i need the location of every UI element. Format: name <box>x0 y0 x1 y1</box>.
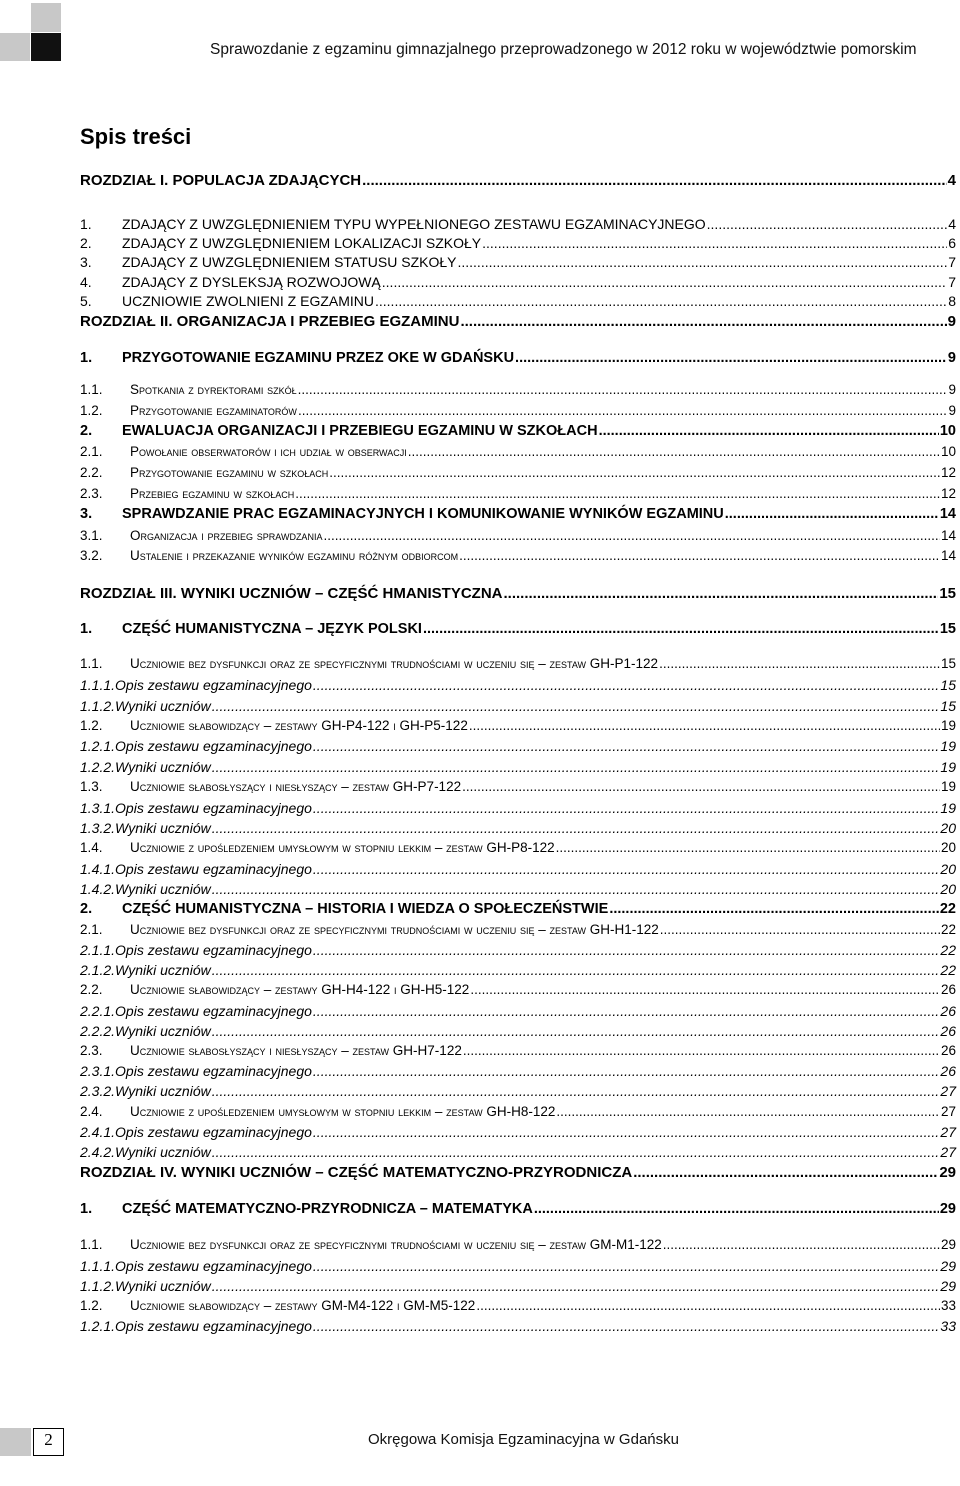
toc-entry-title: Uczniowie słabowidzący – zestawy GH-H4-122 i GH-H5-122 <box>130 982 470 997</box>
toc-entry-it[interactable] <box>80 1003 956 1019</box>
toc-entry-number: 2.2.2. <box>80 1023 116 1039</box>
toc-leader-dots <box>476 1298 940 1313</box>
toc-leader-dots <box>482 235 947 251</box>
toc-entry-title: ROZDZIAŁ III. WYNIKI UCZNIÓW – CZĘŚĆ HMANISTYCZNA <box>80 585 503 602</box>
toc-entry-page: 22 <box>939 901 956 917</box>
toc-entry-number: 2.3.2. <box>80 1083 116 1099</box>
toc-leader-dots <box>212 759 940 775</box>
toc-entry-number: 1.1.2. <box>80 1278 116 1294</box>
toc-entry-sub[interactable] <box>80 465 956 480</box>
toc-entry-title: Opis zestawu egzaminacyjnego <box>115 677 312 693</box>
toc-entry-title: Opis zestawu egzaminacyjnego <box>115 1063 312 1079</box>
toc-leader-dots <box>659 656 940 671</box>
toc-entry-title: Opis zestawu egzaminacyjnego <box>115 738 312 754</box>
toc-entry-number: 1.2. <box>80 718 103 733</box>
toc-leader-dots <box>212 698 940 714</box>
toc-entry-sub[interactable] <box>80 1237 956 1252</box>
toc-entry-number: 1.1.1. <box>80 677 116 693</box>
toc-entry-sec[interactable] <box>80 274 956 290</box>
toc-entry-title: Opis zestawu egzaminacyjnego <box>115 1003 312 1019</box>
header-title: Sprawozdanie z egzaminu gimnazjalnego przeprowadzonego w 2012 roku w województwie pomorskim <box>210 41 917 58</box>
toc-leader-dots <box>212 820 940 836</box>
toc-leader-dots <box>329 465 940 480</box>
toc-entry-number: 5. <box>80 293 92 309</box>
toc-leader-dots <box>515 350 947 366</box>
toc-entry-it[interactable] <box>80 820 956 836</box>
toc-entry-number: 2.3. <box>80 1043 103 1058</box>
toc-entry-title: CZĘŚĆ HUMANISTYCZNA – HISTORIA I WIEDZA O SPOŁECZEŃSTWIE <box>122 901 609 917</box>
toc-leader-dots <box>362 172 947 189</box>
toc-leader-dots <box>212 1144 940 1160</box>
toc-entry-number: 1.3.2. <box>80 820 116 836</box>
toc-entry-sub[interactable] <box>80 922 956 937</box>
toc-entry-number: 2.2. <box>80 982 103 997</box>
toc-leader-dots <box>313 1124 940 1140</box>
toc-entry-page: 26 <box>940 982 956 997</box>
toc-entry-chap[interactable] <box>80 313 956 330</box>
toc-entry-page: 29 <box>940 1278 956 1294</box>
toc-entry-number: 2.2. <box>80 465 103 480</box>
toc-leader-dots <box>459 548 940 563</box>
toc-entry-sub[interactable] <box>80 982 956 997</box>
toc-leader-dots <box>599 423 939 439</box>
toc-entry-it[interactable] <box>80 800 956 816</box>
toc-entry-number: 2.3.1. <box>80 1063 116 1079</box>
toc-entry-secb[interactable] <box>80 901 956 917</box>
toc-leader-dots <box>609 901 939 917</box>
toc-entry-title: CZĘŚĆ MATEMATYCZNO-PRZYRODNICZA – MATEMATYKA <box>122 1201 533 1217</box>
toc-entry-page: 33 <box>940 1318 956 1334</box>
toc-entry-title: Wyniki uczniów <box>115 1023 211 1039</box>
toc-entry-it[interactable] <box>80 1278 956 1294</box>
toc-entry-number: 2.1.1. <box>80 942 116 958</box>
toc-entry-number: 2. <box>80 423 93 439</box>
toc-leader-dots <box>725 506 939 522</box>
toc-entry-sec[interactable] <box>80 293 956 309</box>
toc-leader-dots <box>462 779 940 794</box>
toc-leader-dots <box>470 982 940 997</box>
toc-entry-page: 26 <box>940 1003 956 1019</box>
toc-entry-number: 1.4.2. <box>80 881 116 897</box>
toc-leader-dots <box>323 528 940 543</box>
toc-entry-number: 1.2.1. <box>80 738 116 754</box>
toc-entry-page: 10 <box>939 423 956 439</box>
toc-entry-page: 12 <box>940 465 956 480</box>
toc-entry-chap[interactable] <box>80 585 956 602</box>
toc-entry-page: 4 <box>948 216 956 232</box>
toc-entry-secb[interactable] <box>80 423 956 439</box>
toc-leader-dots <box>295 486 940 501</box>
toc-entry-title: Wyniki uczniów <box>115 881 211 897</box>
toc-entry-it[interactable] <box>80 1124 956 1140</box>
toc-entry-it[interactable] <box>80 881 956 897</box>
toc-entry-sub[interactable] <box>80 382 956 397</box>
toc-entry-title: ZDAJĄCY Z DYSLEKSJĄ ROZWOJOWĄ <box>122 274 381 290</box>
toc-entry-number: 3.1. <box>80 528 103 543</box>
toc-entry-title: Uczniowie z upośledzeniem umysłowym w stopniu lekkim – zestaw GH-P8-122 <box>130 840 555 855</box>
toc-entry-sub[interactable] <box>80 528 956 543</box>
toc-leader-dots <box>298 382 948 397</box>
toc-entry-page: 19 <box>940 779 956 794</box>
toc-entry-title: Opis zestawu egzaminacyjnego <box>115 1258 312 1274</box>
toc-entry-page: 22 <box>940 942 956 958</box>
toc-entry-page: 26 <box>940 1063 956 1079</box>
toc-entry-it[interactable] <box>80 942 956 958</box>
toc-entry-sub[interactable] <box>80 548 956 563</box>
toc-entry-it[interactable] <box>80 1023 956 1039</box>
toc-leader-dots <box>313 800 940 816</box>
toc-entry-sub[interactable] <box>80 718 956 733</box>
toc-entry-title: ROZDZIAŁ IV. WYNIKI UCZNIÓW – CZĘŚĆ MATEMATYCZNO-PRZYRODNICZA <box>80 1164 633 1181</box>
toc-entry-page: 14 <box>940 548 956 563</box>
toc-entry-page: 15 <box>940 656 956 671</box>
toc-entry-page: 19 <box>940 738 956 754</box>
toc-entry-it[interactable] <box>80 698 956 714</box>
toc-leader-dots <box>313 861 940 877</box>
toc-entry-page: 20 <box>940 820 956 836</box>
toc-entry-number: 1.3. <box>80 779 103 794</box>
toc-entry-number: 2. <box>80 901 93 917</box>
toc-entry-title: EWALUACJA ORGANIZACJI I PRZEBIEGU EGZAMINU W SZKOŁACH <box>122 423 598 439</box>
toc-entry-number: 1.4. <box>80 840 103 855</box>
toc-entry-number: 1. <box>80 621 93 637</box>
toc-entry-number: 3. <box>80 506 93 522</box>
toc-entry-number: 2.4.2. <box>80 1144 116 1160</box>
toc-entry-title: Uczniowie słabowidzący – zestawy GH-P4-122 i GH-P5-122 <box>130 718 468 733</box>
toc-entry-title: Opis zestawu egzaminacyjnego <box>115 1318 312 1334</box>
toc-entry-sub[interactable] <box>80 1298 956 1313</box>
toc-entry-number: 3.2. <box>80 548 103 563</box>
toc-leader-dots <box>313 1063 940 1079</box>
toc-entry-title: ROZDZIAŁ I. POPULACJA ZDAJĄCYCH <box>80 172 362 189</box>
toc-entry-page: 27 <box>940 1104 956 1119</box>
toc-entry-page: 7 <box>948 274 956 290</box>
toc-entry-title: Opis zestawu egzaminacyjnego <box>115 861 312 877</box>
toc-entry-number: 1.1. <box>80 656 103 671</box>
page-number: 2 <box>44 1430 53 1449</box>
toc-entry-title: Przygotowanie egzaminu w szkołach <box>130 465 329 480</box>
toc-leader-dots <box>212 962 940 978</box>
toc-entry-page: 20 <box>940 840 956 855</box>
toc-leader-dots <box>534 1201 939 1217</box>
toc-entry-title: Uczniowie słabosłyszący i niesłyszący – zestaw GH-H7-122 <box>130 1043 462 1058</box>
toc-entry-number: 2. <box>80 235 92 251</box>
toc-entry-title: Opis zestawu egzaminacyjnego <box>115 1124 312 1140</box>
toc-entry-number: 1.2.2. <box>80 759 116 775</box>
toc-entry-number: 1. <box>80 1201 93 1217</box>
toc-entry-sub[interactable] <box>80 779 956 794</box>
toc-entry-sec[interactable] <box>80 254 956 270</box>
toc-entry-number: 1.4.1. <box>80 861 116 877</box>
toc-entry-chap[interactable] <box>80 172 956 189</box>
toc-leader-dots <box>375 293 947 309</box>
toc-entry-page: 15 <box>940 698 956 714</box>
toc-entry-page: 9 <box>948 403 956 418</box>
toc-entry-page: 22 <box>940 962 956 978</box>
toc-entry-title: UCZNIOWIE ZWOLNIENI Z EGZAMINU <box>122 293 374 309</box>
toc-entry-page: 27 <box>940 1144 956 1160</box>
toc-leader-dots <box>707 216 948 232</box>
toc-entry-number: 1.1.2. <box>80 698 116 714</box>
toc-entry-page: 4 <box>947 172 956 189</box>
footer-logo-square <box>0 1428 31 1456</box>
toc-entry-number: 2.4. <box>80 1104 103 1119</box>
toc-entry-title: Wyniki uczniów <box>115 1083 211 1099</box>
toc-entry-page: 15 <box>939 621 956 637</box>
toc-entry-page: 20 <box>940 881 956 897</box>
toc-entry-title: Uczniowie z upośledzeniem umysłowym w stopniu lekkim – zestaw GH-H8-122 <box>130 1104 556 1119</box>
toc-leader-dots <box>556 1104 940 1119</box>
toc-entry-it[interactable] <box>80 1063 956 1079</box>
toc-leader-dots <box>313 942 940 958</box>
toc-leader-dots <box>212 1023 940 1039</box>
toc-entry-title: Organizacja i przebieg sprawdzania <box>130 528 323 543</box>
toc-leader-dots <box>212 1278 940 1294</box>
toc-entry-page: 9 <box>947 313 956 330</box>
toc-leader-dots <box>457 254 947 270</box>
toc-entry-secb[interactable] <box>80 350 956 366</box>
toc-entry-number: 1.2.1. <box>80 1318 116 1334</box>
toc-entry-title: Wyniki uczniów <box>115 1278 211 1294</box>
toc-entry-number: 3. <box>80 254 92 270</box>
toc-entry-page: 6 <box>948 235 956 251</box>
toc-entry-secb[interactable] <box>80 506 956 522</box>
toc-entry-sub[interactable] <box>80 840 956 855</box>
toc-entry-sub[interactable] <box>80 403 956 418</box>
toc-entry-number: 1.1.1. <box>80 1258 116 1274</box>
toc-entry-page: 9 <box>948 382 956 397</box>
toc-entry-title: Uczniowie bez dysfunkcji oraz ze specyficznymi trudnościami w uczeniu się – zestaw GM-M1-122 <box>130 1237 662 1252</box>
footer-institution: Okręgowa Komisja Egzaminacyjna w Gdańsku <box>368 1431 679 1448</box>
toc-leader-dots <box>212 881 940 897</box>
toc-entry-title: Uczniowie słabowidzący – zestawy GM-M4-122 i GM-M5-122 <box>130 1298 476 1313</box>
toc-entry-number: 1.3.1. <box>80 800 116 816</box>
toc-leader-dots <box>212 1083 940 1099</box>
toc-leader-dots <box>382 274 947 290</box>
toc-entry-number: 2.2.1. <box>80 1003 116 1019</box>
toc-entry-number: 2.4.1. <box>80 1124 116 1140</box>
toc-leader-dots <box>460 313 946 330</box>
toc-entry-title: Powołanie obserwatorów i ich udział w obserwacji <box>130 444 407 459</box>
toc-entry-number: 2.1.2. <box>80 962 116 978</box>
toc-entry-title: Spotkania z dyrektorami szkół <box>130 382 297 397</box>
toc-entry-page: 19 <box>940 800 956 816</box>
toc-entry-page: 29 <box>939 1201 956 1217</box>
toc-entry-title: Przebieg egzaminu w szkołach <box>130 486 295 501</box>
toc-entry-number: 1. <box>80 216 92 232</box>
toc-leader-dots <box>313 1318 940 1334</box>
toc-entry-title: CZĘŚĆ HUMANISTYCZNA – JĘZYK POLSKI <box>122 621 422 637</box>
toc-entry-page: 8 <box>948 293 956 309</box>
toc-entry-number: 1.2. <box>80 403 103 418</box>
toc-entry-sec[interactable] <box>80 235 956 251</box>
toc-entry-page: 20 <box>940 861 956 877</box>
toc-entry-sub[interactable] <box>80 656 956 671</box>
toc-entry-page: 14 <box>940 528 956 543</box>
toc-entry-page: 9 <box>947 350 956 366</box>
toc-entry-page: 29 <box>940 1237 956 1252</box>
toc-leader-dots <box>313 677 940 693</box>
toc-entry-it[interactable] <box>80 759 956 775</box>
toc-entry-it[interactable] <box>80 677 956 693</box>
toc-entry-number: 2.1. <box>80 922 103 937</box>
toc-entry-title: Wyniki uczniów <box>115 759 211 775</box>
toc-entry-title: SPRAWDZANIE PRAC EGZAMINACYJNYCH I KOMUNIKOWANIE WYNIKÓW EGZAMINU <box>122 506 724 522</box>
toc-entry-title: Uczniowie bez dysfunkcji oraz ze specyficznymi trudnościami w uczeniu się – zestaw GH-H1-122 <box>130 922 659 937</box>
toc-entry-number: 1.2. <box>80 1298 103 1313</box>
toc-leader-dots <box>298 403 948 418</box>
toc-entry-it[interactable] <box>80 1144 956 1160</box>
toc-leader-dots <box>313 738 940 754</box>
toc-entry-number: 1.1. <box>80 382 103 397</box>
toc-entry-title: Uczniowie słabosłyszący i niesłyszący – zestaw GH-P7-122 <box>130 779 462 794</box>
toc-leader-dots <box>423 621 939 637</box>
toc-entry-number: 1.1. <box>80 1237 103 1252</box>
toc-entry-page: 10 <box>940 444 956 459</box>
toc-entry-number: 2.1. <box>80 444 103 459</box>
toc-entry-number: 2.3. <box>80 486 103 501</box>
toc-entry-sec[interactable] <box>80 216 956 232</box>
toc-entry-title: PRZYGOTOWANIE EGZAMINU PRZEZ OKE W GDAŃSKU <box>122 350 515 366</box>
toc-leader-dots <box>313 1258 940 1274</box>
toc-leader-dots <box>408 444 940 459</box>
toc-entry-sub[interactable] <box>80 444 956 459</box>
toc-entry-it[interactable] <box>80 1258 956 1274</box>
toc-entry-page: 22 <box>940 922 956 937</box>
toc-entry-number: 1. <box>80 350 93 366</box>
toc-leader-dots <box>313 1003 940 1019</box>
toc-entry-page: 33 <box>940 1298 956 1313</box>
toc-entry-it[interactable] <box>80 738 956 754</box>
toc-entry-title: ZDAJĄCY Z UWZGLĘDNIENIEM TYPU WYPEŁNIONEGO ZESTAWU EGZAMINACYJNEGO <box>122 216 706 232</box>
toc-leader-dots <box>660 922 940 937</box>
toc-entry-secb[interactable] <box>80 1201 956 1217</box>
toc-entry-number: 4. <box>80 274 92 290</box>
toc-entry-page: 19 <box>940 718 956 733</box>
toc-entry-chap[interactable] <box>80 1164 956 1181</box>
toc-entry-sub[interactable] <box>80 1043 956 1058</box>
toc-entry-page: 26 <box>940 1023 956 1039</box>
toc-entry-secb[interactable] <box>80 621 956 637</box>
toc-entry-title: Opis zestawu egzaminacyjnego <box>115 800 312 816</box>
toc-leader-dots <box>633 1164 938 1181</box>
toc-leader-dots <box>556 840 940 855</box>
toc-entry-page: 27 <box>940 1124 956 1140</box>
toc-entry-sub[interactable] <box>80 486 956 501</box>
toc-entry-title: ZDAJĄCY Z UWZGLĘDNIENIEM LOKALIZACJI SZKOŁY <box>122 235 482 251</box>
toc-entry-title: ZDAJĄCY Z UWZGLĘDNIENIEM STATUSU SZKOŁY <box>122 254 457 270</box>
toc-entry-page: 29 <box>940 1258 956 1274</box>
toc-entry-title: Ustalenie i przekazanie wyników egzaminu różnym odbiorcom <box>130 548 459 563</box>
toc-entry-title: Opis zestawu egzaminacyjnego <box>115 942 312 958</box>
toc-entry-page: 12 <box>940 486 956 501</box>
toc-entry-it[interactable] <box>80 861 956 877</box>
toc-leader-dots <box>469 718 940 733</box>
toc-entry-page: 15 <box>940 677 956 693</box>
toc-entry-it[interactable] <box>80 1083 956 1099</box>
toc-entry-title: Przygotowanie egzaminatorów <box>130 403 297 418</box>
toc-entry-sub[interactable] <box>80 1104 956 1119</box>
toc-leader-dots <box>663 1237 940 1252</box>
toc-entry-page: 19 <box>940 759 956 775</box>
toc-entry-title: ROZDZIAŁ II. ORGANIZACJA I PRZEBIEG EGZAMINU <box>80 313 460 330</box>
toc-entry-title: Wyniki uczniów <box>115 698 211 714</box>
toc-entry-page: 15 <box>939 585 956 602</box>
toc-title: Spis treści <box>80 124 192 149</box>
toc-entry-page: 7 <box>948 254 956 270</box>
toc-leader-dots <box>503 585 938 602</box>
toc-leader-dots <box>463 1043 940 1058</box>
toc-entry-page: 14 <box>939 506 956 522</box>
toc-entry-title: Wyniki uczniów <box>115 962 211 978</box>
toc-entry-page: 27 <box>940 1083 956 1099</box>
toc-entry-title: Wyniki uczniów <box>115 820 211 836</box>
toc-entry-page: 29 <box>939 1164 956 1181</box>
toc-entry-it[interactable] <box>80 962 956 978</box>
toc-entry-it[interactable] <box>80 1318 956 1334</box>
toc-entry-title: Wyniki uczniów <box>115 1144 211 1160</box>
toc-entry-title: Uczniowie bez dysfunkcji oraz ze specyficznymi trudnościami w uczeniu się – zestaw GH-P1-122 <box>130 656 659 671</box>
toc-entry-page: 26 <box>940 1043 956 1058</box>
